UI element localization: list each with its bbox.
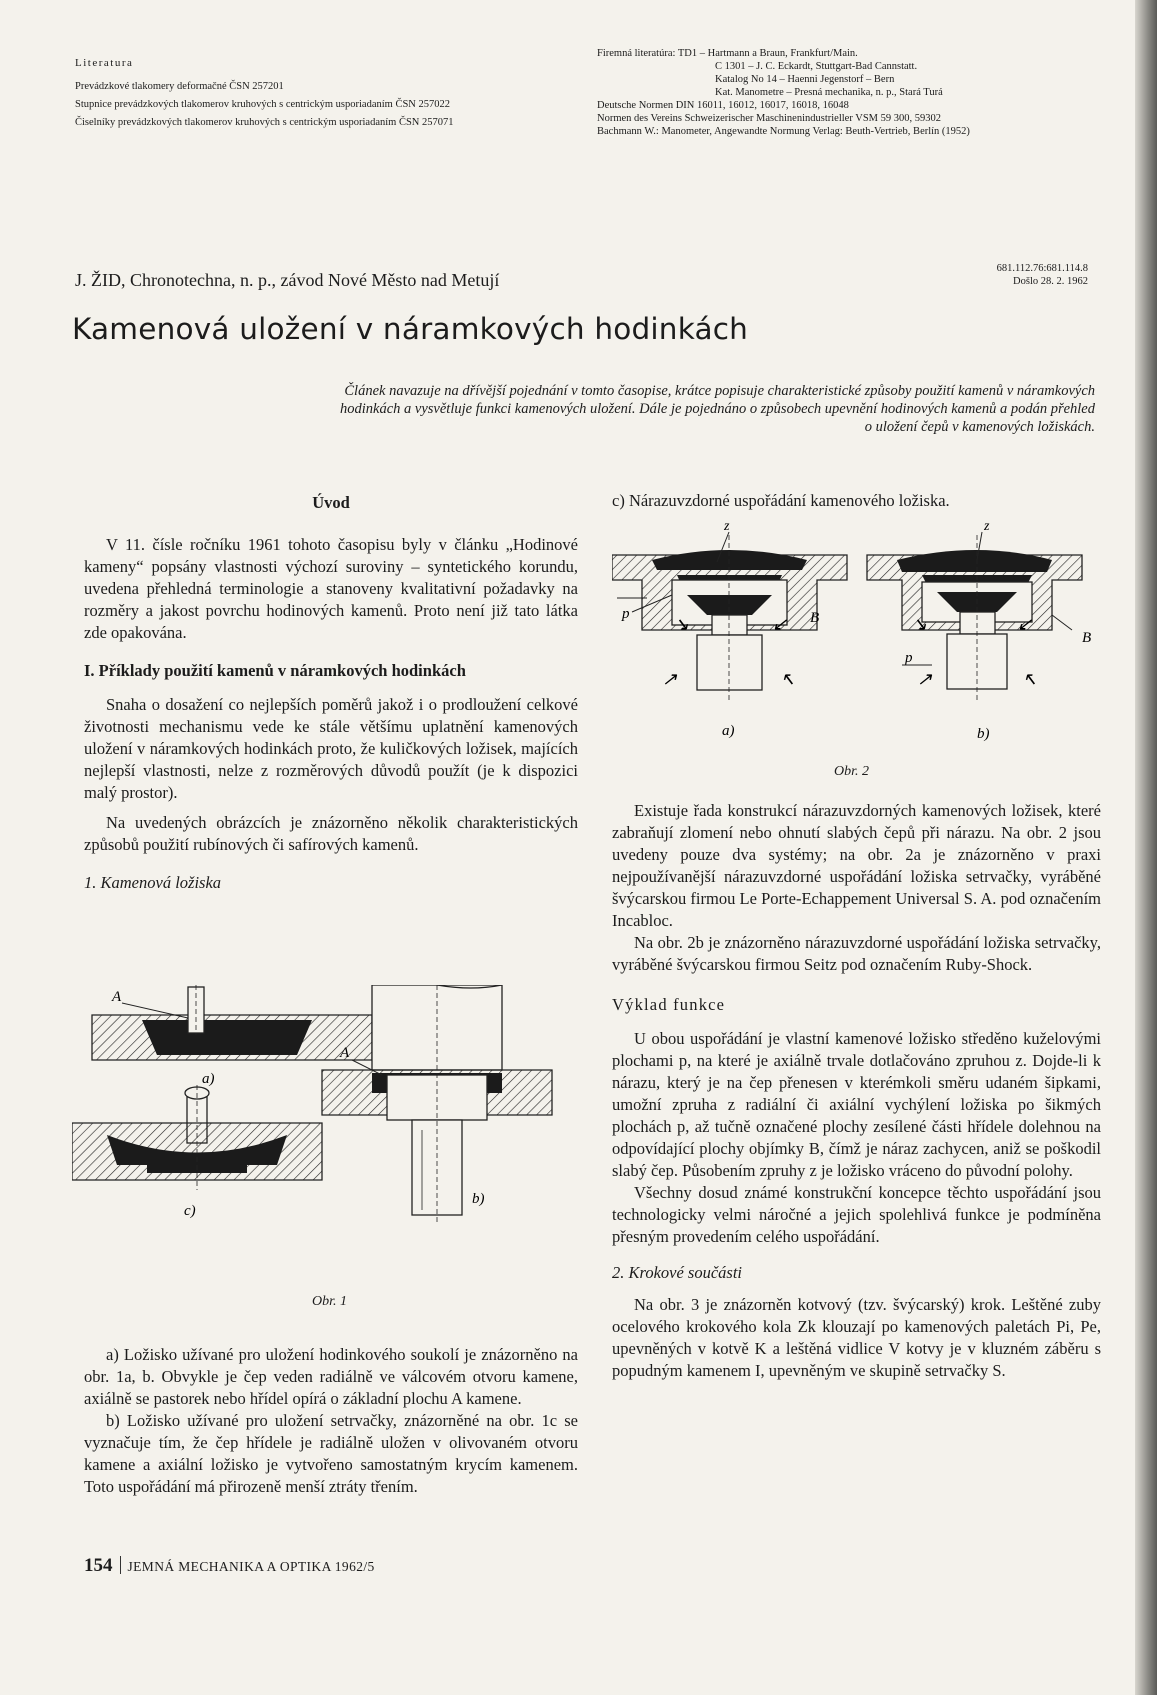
- article-title: Kamenová uložení v náramkových hodinkách: [72, 312, 749, 346]
- label-B: B: [810, 610, 820, 626]
- subsection-heading: 2. Krokové součásti: [612, 1263, 742, 1282]
- label-b: b): [472, 1191, 485, 1207]
- arrow: ↖: [1022, 669, 1038, 689]
- figure-1: [72, 985, 582, 1275]
- label-B: B: [1082, 630, 1092, 646]
- section-heading: I. Příklady použití kamenů v náramkových hodinkách: [84, 661, 466, 680]
- figure-2b: [867, 520, 1091, 742]
- arrow: ↙: [1017, 614, 1033, 634]
- label-z: z: [984, 520, 990, 534]
- arrow: ↗: [917, 669, 933, 689]
- arrow: ↗: [662, 669, 678, 689]
- label-p: p: [622, 606, 630, 622]
- label-c: c): [184, 1203, 196, 1219]
- paragraph: Na uvedených obrázcích je znázorněno několik charakteristických způsobů použití rubínových či safírových kamenů.: [84, 813, 578, 854]
- label-z: z: [724, 520, 730, 534]
- literature-item: Stupnice prevádzkových tlakomerov kruhových s centrickým usporiadaním ČSN 257022: [75, 99, 451, 110]
- footer-divider: [120, 1556, 121, 1574]
- page-number: 154: [84, 1555, 113, 1576]
- udc-code: 681.112.76:681.114.8: [996, 263, 1088, 274]
- arrow: ↖: [780, 669, 796, 689]
- article-meta: [997, 262, 1088, 288]
- figure-2-caption: Obr. 2: [834, 764, 870, 779]
- firm-line: Firemná literatúra: TD1 – Hartmann a Braun, Frankfurt/Main.: [597, 48, 858, 59]
- abstract: Článek navazuje na dřívější pojednání v tomto časopise, krátce popisuje charakteristické způsoby použití kamenů v náramkových hodinkách a vysvětluje funkci kamenových uložení. Dále je pojednáno o způsobech upevnění hodinových kamenů a podán přehled o uložení čepů v kamenových ložiskách.: [340, 383, 1095, 435]
- paragraph: Na obr. 2b je znázorněno nárazuvzdorné uspořádání ložiska setrvačky, vyráběné švýcarskou firmou Seitz pod označením Ruby-Shock.: [612, 933, 1101, 974]
- arrow: ↙: [772, 614, 788, 634]
- firm-line: Deutsche Normen DIN 16011, 16012, 16017, 16018, 16048: [597, 100, 849, 111]
- label-a: a): [722, 723, 735, 739]
- label-A: A: [340, 1045, 350, 1061]
- journal-name: JEMNÁ MECHANIKA A OPTIKA 1962/5: [127, 1559, 375, 1574]
- literature-list: [75, 56, 580, 134]
- paragraph: Snaha o dosažení co nejlepších poměrů jakož i o prodloužení celkové životnosti mechanismu vede ke stále většímu uplatnění kamenových uložení v náramkových hodinkách proto, že kuličkových ložisek, majících nejlepší vlastnosti, nelze z rozměrových důvodů použít (je k dispozici malý prostor).: [84, 695, 578, 802]
- subsection-heading: Výklad funkce: [612, 995, 726, 1014]
- paragraph: Existuje řada konstrukcí nárazuvzdorných kamenových ložisek, které zabraňují zlomení nebo ohnutí slabých čepů při nárazu. Na obr. 2 jsou uvedeny pouze dva systémy; na obr. 2a je znázorněno v praxi nejpoužívanější nárazuvzdorné uspořádání ložiska setrvačky, vyráběné švýcarskou firmou Le Porte-Echappement Universal S. A. pod označením Incabloc.: [612, 801, 1101, 930]
- literature-item: Prevádzkové tlakomery deformačné ČSN 257201: [75, 81, 284, 92]
- literature-item: Čiselníky prevádzkových tlakomerov kruhových s centrickým usporiadaním ČSN 257071: [75, 117, 454, 128]
- page-footer: [84, 1555, 375, 1577]
- intro-heading: Úvod: [312, 493, 350, 512]
- literature-heading: Literatura: [75, 57, 134, 69]
- right-column-bottom: [612, 800, 1101, 1382]
- label-A: A: [112, 989, 122, 1005]
- figure-2a: [612, 520, 847, 739]
- subsection-heading: c) Nárazuvzdorné uspořádání kamenového ložiska.: [612, 491, 950, 510]
- figure-2: [612, 520, 1107, 755]
- arrow: ↘: [674, 614, 690, 634]
- paragraph: Na obr. 3 je znázorněn kotvový (tzv. švýcarský) krok. Leštěné zuby ocelového krokového kola Zk klouzají po kamenových paletách Pi, Pe, upevněných v kotvě K a leštěná vidlice V kotvy je v kluzném záběru s popudným kamenem I, upevněným ve skupině setrvačky S.: [612, 1295, 1101, 1380]
- paragraph: Všechny dosud známé konstrukční koncepce těchto uspořádání jsou technologicky velmi náročné a jejich spolehlivá funkce je podmíněna přesným provedením celého uspořádání.: [612, 1183, 1101, 1246]
- paragraph: U obou uspořádání je vlastní kamenové ložisko středěno kuželovými plochami p, na které je axiálně trvale dotlačováno zpruhou z. Dojde-li k nárazu, který je na čep přenesen v kterémkoli směru udaném šipkami, umožní zpruha z radiální či axiální vychýlení ložiska po šikmých plochách p, až tučně označené plochy zesílené části hřídele dolehnou na odpovídající plochy objímky B, čímž je náraz zachycen, aniž se poškodil slabý čep. Působením zpruhy z je ložisko vráceno do původní polohy.: [612, 1029, 1101, 1180]
- firm-line: C 1301 – J. C. Eckardt, Stuttgart-Bad Cannstatt.: [715, 61, 918, 72]
- arrow: ↘: [912, 614, 928, 634]
- label-p: p: [905, 650, 913, 666]
- figure-1c: [72, 1085, 322, 1219]
- left-column-top: [84, 492, 578, 894]
- received-date: Došlo 28. 2. 1962: [1013, 276, 1088, 287]
- firm-line: Katalog No 14 – Haenni Jegenstorf – Bern: [715, 74, 895, 85]
- left-column-bottom: [84, 1344, 578, 1498]
- label-b: b): [977, 726, 990, 742]
- author-line: J. ŽID, Chronotechna, n. p., závod Nové Město nad Metují: [75, 270, 500, 290]
- firm-literature: [597, 47, 1102, 138]
- subsection-heading: 1. Kamenová ložiska: [84, 873, 222, 892]
- firm-line: Normen des Vereins Schweizerischer Maschinenindustrieller VSM 59 300, 59302: [597, 113, 942, 124]
- paragraph: a) Ložisko užívané pro uložení hodinkového soukolí je znázorněno na obr. 1a, b. Obvykle je čep veden radiálně ve válcovém otvoru kamene, axiálně se pastorek nebo hřídel opírá o základní plochu A kamene.: [84, 1345, 578, 1408]
- page-edge: [1135, 0, 1157, 1695]
- intro-paragraph: V 11. čísle ročníku 1961 tohoto časopisu byly v článku „Hodinové kameny“ popsány vlastnosti výchozí suroviny – syntetického korundu, uvedena přehledná terminologie a stanoveny kvalitativní požadavky na rozměry a jakost povrchu hodinových kamenů. Proto není již tato látka zde opakována.: [84, 535, 578, 642]
- firm-line: Bachmann W.: Manometer, Angewandte Normung Verlag: Beuth-Vertrieb, Berlín (1952): [597, 126, 970, 137]
- label-a: a): [202, 1071, 215, 1087]
- firm-line: Kat. Manometre – Presná mechanika, n. p., Stará Turá: [715, 87, 943, 98]
- paragraph: b) Ložisko užívané pro uložení setrvačky, znázorněné na obr. 1c se vyznačuje tím, že čep hřídele je radiálně uložen v olivovaném otvoru kamene a axiální ložisko je vytvořeno samostatným krycím kamenem. Toto uspořádání má přirozeně menší ztráty třením.: [84, 1411, 578, 1496]
- figure-1-caption: Obr. 1: [312, 1294, 348, 1309]
- right-column-top: [612, 490, 1101, 512]
